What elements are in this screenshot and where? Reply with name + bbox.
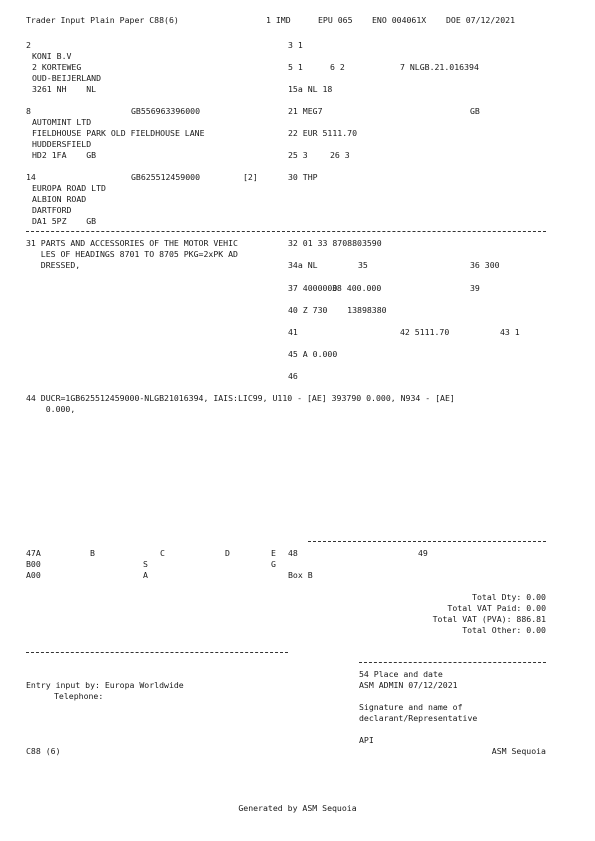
- box-21-nationality: GB: [470, 106, 480, 116]
- generated-by-footer: Generated by ASM Sequoia: [238, 803, 357, 813]
- consignor-address-1: 2 KORTEWEG: [32, 62, 82, 72]
- box-31-description-line-1: 31 PARTS AND ACCESSORIES OF THE MOTOR VEHIC: [26, 238, 238, 248]
- total-vat-paid: Total VAT Paid: 0.00: [447, 603, 546, 613]
- consignee-address-2: HUDDERSFIELD: [32, 139, 92, 149]
- box-45-adjustment: 45 A 0.000: [288, 349, 338, 359]
- consignee-eori: GB556963396000: [131, 106, 201, 116]
- tax-header-47a: 47A: [26, 548, 41, 558]
- form-title: Trader Input Plain Paper C88(6): [26, 15, 179, 25]
- box-22-currency-amount: 22 EUR 5111.70: [288, 128, 358, 138]
- telephone-label: Telephone:: [54, 691, 104, 701]
- box-54-place-date-label: 54 Place and date: [359, 669, 443, 679]
- tax-header-c: C: [160, 548, 165, 558]
- declarant-eori: GB625512459000: [131, 172, 201, 182]
- consignee-postcode-country: HD2 1FA GB: [32, 150, 97, 160]
- tax-header-e: E: [271, 548, 276, 558]
- box-35-gross-mass: 35: [358, 260, 368, 270]
- consignor-postcode-country: 3261 NH NL: [32, 84, 97, 94]
- consignor-address-2: OUD-BEIJERLAND: [32, 73, 102, 83]
- entry-number: ENO 004061X: [372, 15, 427, 25]
- box-49-warehouse: 49: [418, 548, 428, 558]
- box-31-description-line-3: DRESSED,: [26, 260, 81, 270]
- tax-section-divider: [308, 541, 546, 542]
- software-name: ASM Sequoia: [491, 746, 546, 756]
- consignor-name: KONI B.V: [32, 51, 72, 61]
- box-8-label: 8: [26, 106, 31, 116]
- box-44-additional-info-line-2: 0.000,: [26, 404, 76, 414]
- date-of-entry: DOE 07/12/2021: [446, 15, 516, 25]
- declarant-name: EUROPA ROAD LTD: [32, 183, 106, 193]
- consignee-address-1: FIELDHOUSE PARK OLD FIELDHOUSE LANE: [32, 128, 205, 138]
- entry-input-by: Entry input by: Europa Worldwide: [26, 680, 184, 690]
- box-25-transport-mode: 25 3: [288, 150, 308, 160]
- box-14-label: 14: [26, 172, 36, 182]
- footer-right-divider: [359, 662, 546, 663]
- box-b-accounting: Box B: [288, 570, 313, 580]
- box-41-supplementary-units: 41: [288, 327, 298, 337]
- tax-row-2-code: A: [143, 570, 148, 580]
- box-36-preference: 36 300: [470, 260, 500, 270]
- consignee-name: AUTOMINT LTD: [32, 117, 92, 127]
- box-46-statistical-value: 46: [288, 371, 298, 381]
- box-43-valuation-method: 43 1: [500, 327, 520, 337]
- box-30-goods-location: 30 THP: [288, 172, 318, 182]
- box-40-previous-document: 40 Z 730 13898380: [288, 305, 387, 315]
- declarant-representation-code: [2]: [243, 172, 258, 182]
- declarant-postcode-country: DA1 5PZ GB: [32, 216, 97, 226]
- tax-header-d: D: [225, 548, 230, 558]
- tax-row-1-method: G: [271, 559, 276, 569]
- box-48-deferred-payment: 48: [288, 548, 298, 558]
- signature-label-line-2: declarant/Representative: [359, 713, 478, 723]
- tax-row-1-code: S: [143, 559, 148, 569]
- box-5-items: 5 1: [288, 62, 303, 72]
- signature-label-line-1: Signature and name of: [359, 702, 463, 712]
- box-54-place-date-value: ASM ADMIN 07/12/2021: [359, 680, 458, 690]
- box-38-net-mass: 38 400.000: [332, 283, 382, 293]
- declarant-address-2: DARTFORD: [32, 205, 72, 215]
- box-3-forms: 3 1: [288, 40, 303, 50]
- form-code: C88 (6): [26, 746, 61, 756]
- box-42-item-price: 42 5111.70: [400, 327, 450, 337]
- box-6-packages: 6 2: [330, 62, 345, 72]
- section-divider: [26, 231, 546, 232]
- box-34a-origin: 34a NL: [288, 260, 318, 270]
- box-2-label: 2: [26, 40, 31, 50]
- box-44-additional-info-line-1: 44 DUCR=1GB625512459000-NLGB21016394, IAIS:LIC99, U110 - [AE] 393790 0.000, N934 - [AE]: [26, 393, 455, 403]
- api-label: API: [359, 735, 374, 745]
- box-37-procedure: 37 4000000: [288, 283, 338, 293]
- footer-left-divider: [26, 652, 288, 653]
- box-21-transport-identity: 21 MEG7: [288, 106, 323, 116]
- tax-header-b: B: [90, 548, 95, 558]
- box-26-inland-transport: 26 3: [330, 150, 350, 160]
- total-duty: Total Dty: 0.00: [472, 592, 546, 602]
- box-39-quota: 39: [470, 283, 480, 293]
- tax-row-2-type: A00: [26, 570, 41, 580]
- epu-number: EPU 065: [318, 15, 353, 25]
- total-other: Total Other: 0.00: [462, 625, 546, 635]
- tax-row-1-type: B00: [26, 559, 41, 569]
- total-vat-pva: Total VAT (PVA): 886.81: [432, 614, 546, 624]
- box-15a-country-dispatch: 15a NL 18: [288, 84, 333, 94]
- box-1-declaration-type: 1 IMD: [266, 15, 291, 25]
- box-32-33-commodity-code: 32 01 33 8708803590: [288, 238, 382, 248]
- box-31-description-line-2: LES OF HEADINGS 8701 TO 8705 PKG=2xPK AD: [26, 249, 238, 259]
- box-7-reference: 7 NLGB.21.016394: [400, 62, 479, 72]
- declarant-address-1: ALBION ROAD: [32, 194, 87, 204]
